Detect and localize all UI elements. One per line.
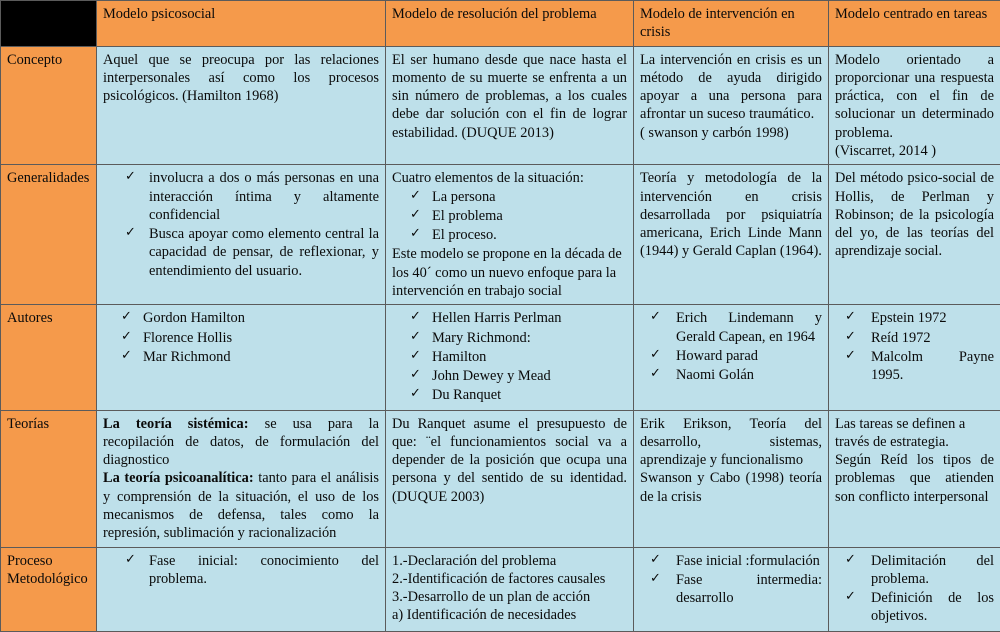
theory-description: se usa para la recopilación de datos, de formulación del diagnostico [103, 416, 379, 469]
cell-paragraph [103, 469, 379, 542]
theory-description: tanto para el análisis y comprensión de la situación, el uso de los mecanismos de defensa, tales como la represión, sublimación y racionalización [103, 470, 379, 541]
cell-paragraph: (Viscarret, 2014 ) [835, 142, 994, 160]
list-item: ✓ Mar Richmond [103, 348, 379, 366]
table-row [1, 410, 1000, 547]
cell-generalidades-tareas [829, 165, 1000, 305]
cell-line: 1.-Declaración del problema [392, 552, 627, 570]
cell-proceso-psicosocial [97, 547, 386, 631]
list-item: ✓ Howard parad [640, 347, 822, 365]
cell-paragraph: Del método psico-social de Hollis, de Perlman y Robinson; de la psicología del yo, de las teorías del aprendizaje social. [835, 169, 994, 260]
cell-paragraph: Du Ranquet asume el presupuesto de que: ¨el funcionamientos social va a depender de la posición que ocupa una persona y del sentido de su identidad. (DUQUE 2003) [392, 415, 627, 506]
cell-paragraph: Aquel que se preocupa por las relaciones interpersonales así como los procesos psicológicos. (Hamilton 1968) [103, 51, 379, 106]
cell-teorias-psicosocial [97, 410, 386, 547]
list-item: ✓ Du Ranquet [392, 386, 627, 404]
cell-teorias-crisis [634, 410, 829, 547]
row-label-concepto: Concepto [1, 46, 97, 165]
cell-concepto-tareas [829, 46, 1000, 165]
table-row [1, 305, 1000, 410]
column-header-resolucion: Modelo de resolución del problema [386, 1, 634, 47]
list-item: ✓ involucra a dos o más personas en una interacción íntima y altamente confidencial [103, 169, 379, 224]
table-row [1, 46, 1000, 165]
list-item: ✓ John Dewey y Mead [392, 367, 627, 385]
list-item: ✓ La persona [392, 188, 627, 206]
cell-generalidades-resolucion [386, 165, 634, 305]
checklist [835, 309, 994, 384]
cell-autores-tareas [829, 305, 1000, 410]
checklist [103, 169, 379, 280]
list-item: ✓ Fase inicial :formulación [640, 552, 822, 570]
cell-generalidades-crisis [634, 165, 829, 305]
cell-line: 3.-Desarrollo de un plan de acción [392, 588, 627, 606]
cell-paragraph: Modelo orientado a proporcionar una respuesta práctica, con el fin de solucionar un determinado problema. [835, 51, 994, 142]
theory-name: La teoría psicoanalítica: [103, 470, 254, 486]
table-row [1, 547, 1000, 631]
cell-teorias-resolucion [386, 410, 634, 547]
checklist [392, 188, 627, 245]
list-outro: Este modelo se propone en la década de los 40´ como un nuevo enfoque para la intervención en trabajo social [392, 245, 627, 300]
cell-paragraph: El ser humano desde que nace hasta el momento de su muerte se enfrenta a un sin número de problemas, a los cuales debe dar solución con el fin de lograr estabilidad. (DUQUE 2013) [392, 51, 627, 142]
cell-autores-resolucion [386, 305, 634, 410]
cell-paragraph: Erik Erikson, Teoría del desarrollo, sistemas, aprendizaje y funcionalismo [640, 415, 822, 470]
checklist [640, 552, 822, 608]
list-item: ✓ Busca apoyar como elemento central la capacidad de pensar, de reflexionar, y entendimiento del usuario. [103, 225, 379, 280]
list-intro: Cuatro elementos de la situación: [392, 169, 627, 187]
cell-proceso-tareas [829, 547, 1000, 631]
cell-teorias-tareas [829, 410, 1000, 547]
checklist [640, 309, 822, 384]
table-header-row [1, 1, 1000, 47]
checklist [103, 309, 379, 366]
column-header-psicosocial: Modelo psicosocial [97, 1, 386, 47]
list-item: ✓ Hamilton [392, 348, 627, 366]
list-item: ✓ Definición de los objetivos. [835, 589, 994, 626]
list-item: ✓ Erich Lindemann y Gerald Capean, en 1964 [640, 309, 822, 346]
cell-line: 2.-Identificación de factores causales [392, 570, 627, 588]
list-item: ✓ Epstein 1972 [835, 309, 994, 327]
cell-line: a) Identificación de necesidades [392, 606, 627, 624]
cell-paragraph: Teoría y metodología de la intervención en crisis desarrollada por psiquiatría americana, Erich Linde Mann (1944) y Gerald Caplan (1964). [640, 169, 822, 260]
cell-autores-psicosocial [97, 305, 386, 410]
cell-paragraph: Swanson y Cabo (1998) teoría de la crisis [640, 469, 822, 506]
cell-paragraph: La intervención en crisis es un método de ayuda dirigido apoyar a una persona para afrontar un suceso traumático. [640, 51, 822, 124]
cell-concepto-psicosocial [97, 46, 386, 165]
list-item: ✓ Reíd 1972 [835, 329, 994, 347]
cell-paragraph [103, 415, 379, 470]
row-label-proceso-metodologico: Proceso Metodológico [1, 547, 97, 631]
list-item: ✓ Gordon Hamilton [103, 309, 379, 327]
list-item: ✓ Florence Hollis [103, 329, 379, 347]
list-item: ✓ Malcolm Payne 1995. [835, 348, 994, 385]
cell-concepto-crisis [634, 46, 829, 165]
table-corner-cell [1, 1, 97, 47]
row-label-autores: Autores [1, 305, 97, 410]
list-item: ✓ El proceso. [392, 226, 627, 244]
list-item: ✓ Fase inicial: conocimiento del problema. [103, 552, 379, 589]
column-header-tareas: Modelo centrado en tareas [829, 1, 1000, 47]
cell-proceso-resolucion [386, 547, 634, 631]
cell-proceso-crisis [634, 547, 829, 631]
row-label-generalidades: Generalidades [1, 165, 97, 305]
checklist [103, 552, 379, 589]
theory-name: La teoría sistémica: [103, 416, 249, 432]
table-row [1, 165, 1000, 305]
cell-paragraph: Las tareas se definen a través de estrategia. [835, 415, 994, 452]
list-item: ✓ Mary Richmond: [392, 329, 627, 347]
list-item: ✓ Naomi Golán [640, 366, 822, 384]
cell-concepto-resolucion [386, 46, 634, 165]
cell-autores-crisis [634, 305, 829, 410]
list-item: ✓ Hellen Harris Perlman [392, 309, 627, 327]
cell-generalidades-psicosocial [97, 165, 386, 305]
list-item: ✓ El problema [392, 207, 627, 225]
checklist [392, 309, 627, 404]
cell-paragraph: Según Reíd los tipos de problemas que atienden son conflicto interpersonal [835, 451, 994, 506]
checklist [835, 552, 994, 626]
cell-paragraph: ( swanson y carbón 1998) [640, 124, 822, 142]
list-item: ✓ Fase intermedia: desarrollo [640, 571, 822, 608]
row-label-teorias: Teorías [1, 410, 97, 547]
column-header-crisis: Modelo de intervención en crisis [634, 1, 829, 47]
list-item: ✓ Delimitación del problema. [835, 552, 994, 589]
